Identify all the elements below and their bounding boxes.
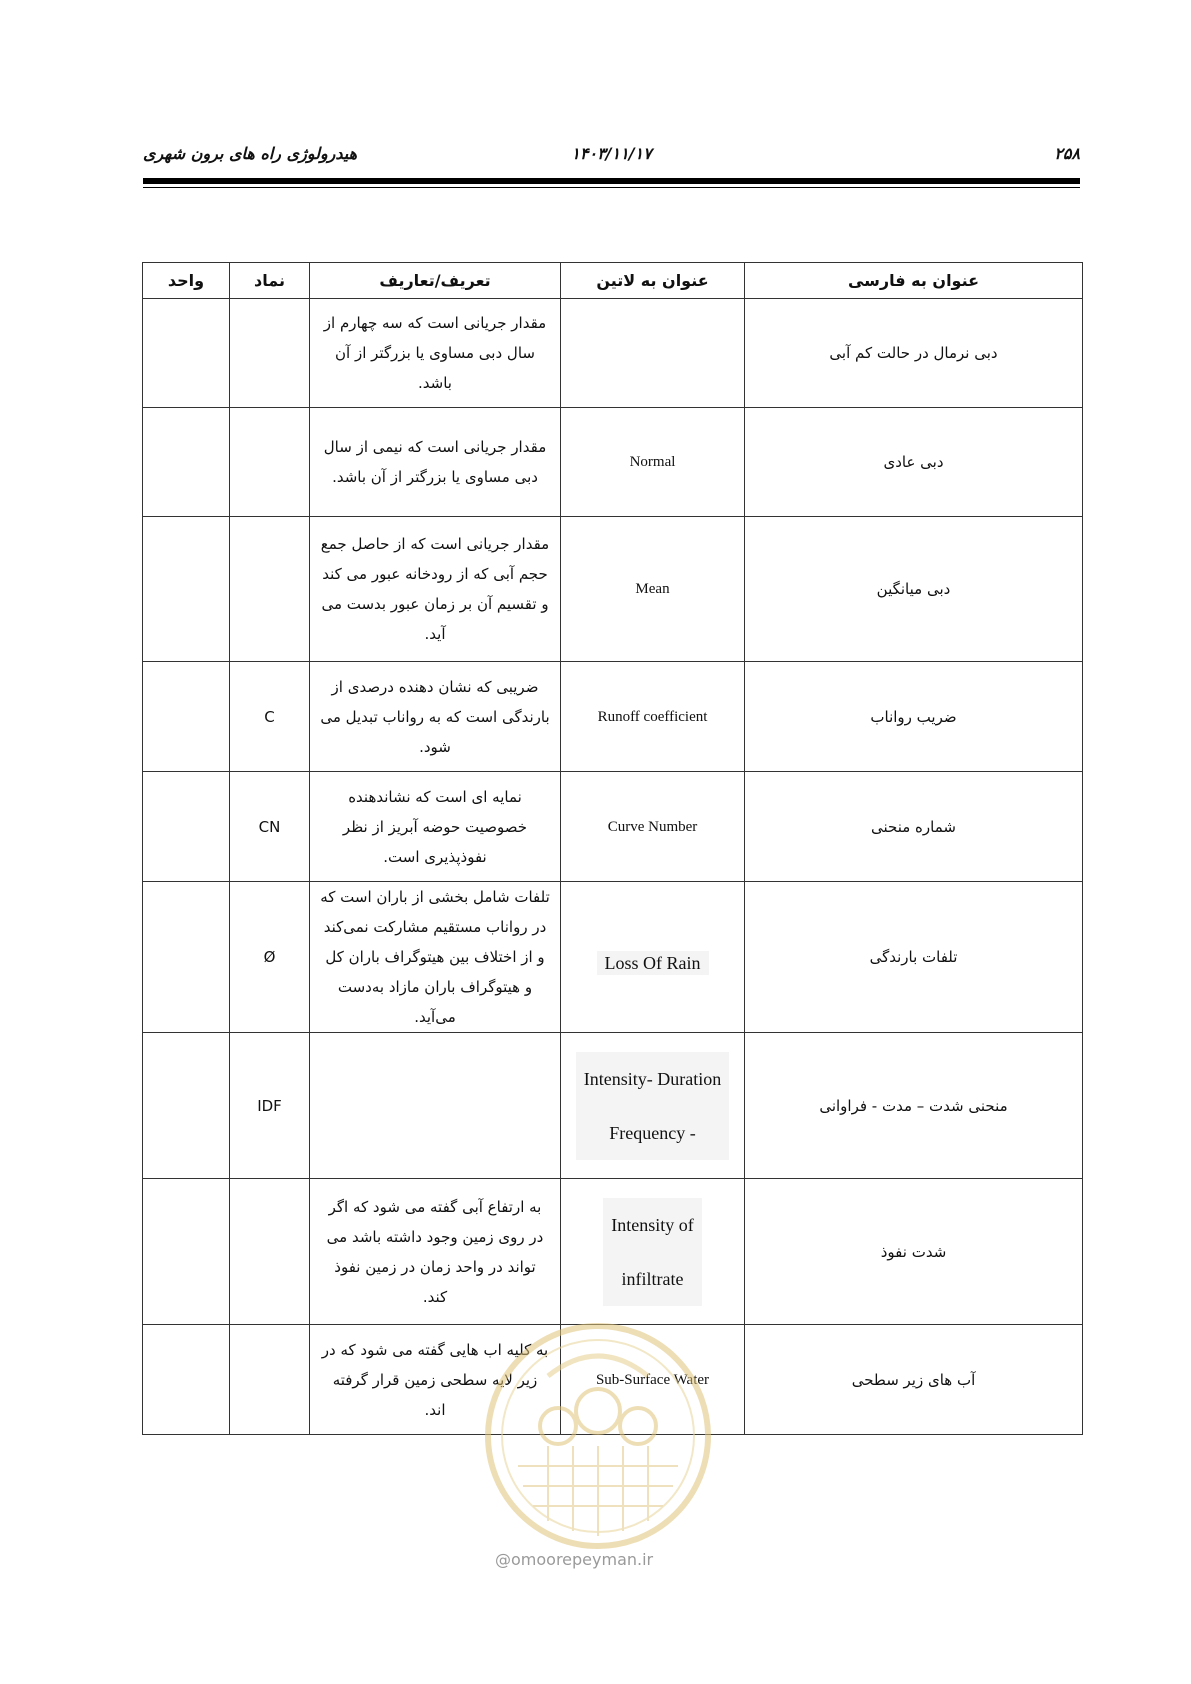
watermark-text: @omoorepeyman.ir bbox=[495, 1550, 654, 1569]
table-row bbox=[143, 1033, 1083, 1179]
header-rule-thick bbox=[143, 178, 1080, 184]
header-date: ۱۴۰۳/۱۱/۱۷ bbox=[571, 144, 652, 163]
col-header-latin: عنوان به لاتین bbox=[561, 263, 745, 299]
cell-definition: مقدار جریانی است که نیمی از سال دبی مساوی یا بزرگتر از آن باشد. bbox=[310, 408, 561, 517]
cell-unit bbox=[143, 662, 230, 772]
latin-term-line-2: infiltrate bbox=[621, 1268, 684, 1289]
latin-term-line-1: Intensity of bbox=[611, 1214, 694, 1235]
table-header-row bbox=[143, 263, 1083, 299]
cell-definition: مقدار جریانی است که از حاصل جمع حجم آبی که از رودخانه عبور می کند و تقسیم آن بر زمان عبور بدست می آید. bbox=[310, 517, 561, 662]
cell-persian: منحنی شدت – مدت - فراوانی bbox=[745, 1033, 1083, 1179]
table-row bbox=[143, 408, 1083, 517]
latin-term bbox=[576, 1052, 729, 1160]
col-header-unit: واحد bbox=[143, 263, 230, 299]
cell-symbol: Ø bbox=[230, 882, 310, 1033]
cell-symbol: C bbox=[230, 662, 310, 772]
cell-unit bbox=[143, 772, 230, 882]
cell-persian: شدت نفوذ bbox=[745, 1179, 1083, 1325]
cell-definition: تلفات شامل بخشی از باران است که در رواناب مستقیم مشارکت نمی‌کند و از اختلاف بین هیتوگراف باران کل و هیتوگراف باران مازاد به‌دست می‌آید. bbox=[310, 882, 561, 1033]
cell-unit bbox=[143, 1179, 230, 1325]
cell-unit bbox=[143, 299, 230, 408]
table-row bbox=[143, 517, 1083, 662]
cell-symbol bbox=[230, 1179, 310, 1325]
cell-latin: Mean bbox=[561, 517, 745, 662]
cell-persian: تلفات بارندگی bbox=[745, 882, 1083, 1033]
table-row bbox=[143, 882, 1083, 1033]
cell-latin bbox=[561, 299, 745, 408]
cell-definition bbox=[310, 1033, 561, 1179]
cell-persian: ضریب رواناب bbox=[745, 662, 1083, 772]
latin-term bbox=[603, 1198, 702, 1306]
cell-symbol bbox=[230, 517, 310, 662]
cell-unit bbox=[143, 1033, 230, 1179]
cell-definition: نمایه ای است که نشاندهنده خصوصیت حوضه آبریز از نظر نفوذپذیری است. bbox=[310, 772, 561, 882]
terms-table bbox=[142, 262, 1083, 1435]
cell-symbol bbox=[230, 408, 310, 517]
cell-symbol: IDF bbox=[230, 1033, 310, 1179]
cell-symbol bbox=[230, 1325, 310, 1435]
watermark-logo bbox=[478, 1316, 718, 1556]
page-header bbox=[143, 144, 1080, 170]
col-header-persian: عنوان به فارسی bbox=[745, 263, 1083, 299]
cell-symbol bbox=[230, 299, 310, 408]
cell-latin bbox=[561, 882, 745, 1033]
cell-unit bbox=[143, 882, 230, 1033]
cell-unit bbox=[143, 1325, 230, 1435]
cell-definition: به کلیه اب هایی گفته می شود که در زیر لایه سطحی زمین قرار گرفته اند. bbox=[310, 1325, 561, 1435]
col-header-symbol: نماد bbox=[230, 263, 310, 299]
cell-definition: مقدار جریانی است که سه چهارم از سال دبی مساوی یا بزرگتر از آن باشد. bbox=[310, 299, 561, 408]
cell-latin: Normal bbox=[561, 408, 745, 517]
cell-persian: دبی عادی bbox=[745, 408, 1083, 517]
header-rule-thin bbox=[143, 187, 1080, 188]
cell-definition: ضریبی که نشان دهنده درصدی از بارندگی است که به رواناب تبدیل می شود. bbox=[310, 662, 561, 772]
page-number: ۲۵۸ bbox=[1054, 144, 1080, 163]
cell-persian: دبی میانگین bbox=[745, 517, 1083, 662]
table-row bbox=[143, 662, 1083, 772]
latin-term-line-1: Intensity- Duration bbox=[583, 1068, 722, 1089]
cell-persian: شماره منحنی bbox=[745, 772, 1083, 882]
cell-symbol: CN bbox=[230, 772, 310, 882]
cell-persian: دبی نرمال در حالت کم آبی bbox=[745, 299, 1083, 408]
table-row bbox=[143, 1179, 1083, 1325]
cell-latin: Sub-Surface Water bbox=[561, 1325, 745, 1435]
header-title: هیدرولوژی راه های برون شهری bbox=[143, 144, 358, 163]
cell-persian: آب های زیر سطحی bbox=[745, 1325, 1083, 1435]
cell-definition: به ارتفاع آبی گفته می شود که اگر در روی زمین وجود داشته باشد می تواند در واحد زمان در زمین نفوذ کند. bbox=[310, 1179, 561, 1325]
cell-latin: Runoff coefficient bbox=[561, 662, 745, 772]
cell-unit bbox=[143, 517, 230, 662]
col-header-definition: تعریف/تعاریف bbox=[310, 263, 561, 299]
cell-unit bbox=[143, 408, 230, 517]
table-row bbox=[143, 772, 1083, 882]
cell-latin bbox=[561, 1033, 745, 1179]
table-row bbox=[143, 299, 1083, 408]
latin-term-line-2: - Frequency bbox=[609, 1122, 696, 1143]
cell-latin: Curve Number bbox=[561, 772, 745, 882]
cell-latin bbox=[561, 1179, 745, 1325]
latin-term: Loss Of Rain bbox=[597, 951, 709, 975]
